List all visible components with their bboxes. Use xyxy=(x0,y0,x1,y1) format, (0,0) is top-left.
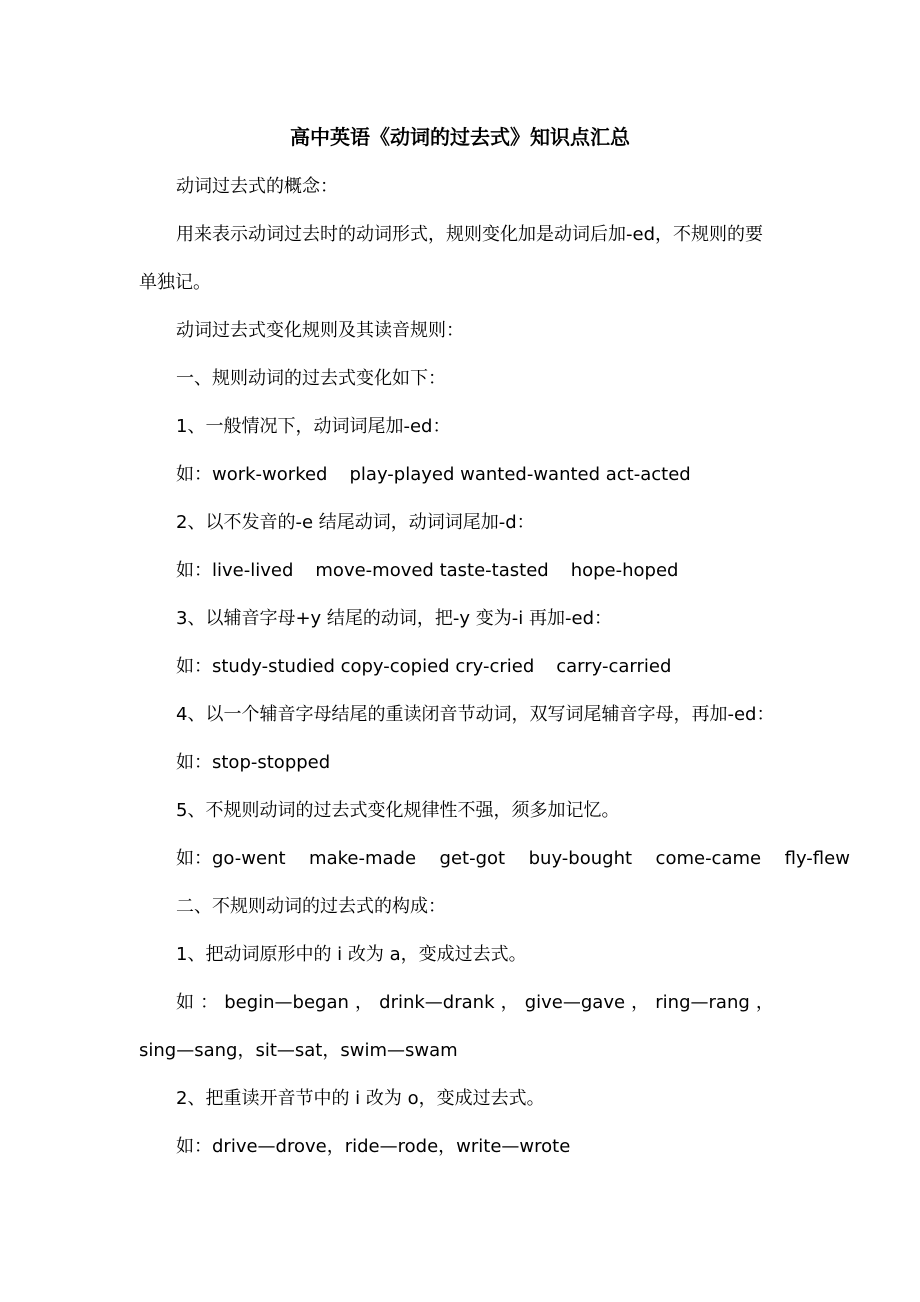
example-text: hope-hoped xyxy=(570,560,679,581)
example-text: 如：stop-stopped xyxy=(176,752,331,773)
irregular-1: 1、把动词原形中的 i 改为 a，变成过去式。 xyxy=(176,944,527,965)
rules-heading: 动词过去式变化规则及其读音规则： xyxy=(176,320,464,341)
example-text: ring—rang xyxy=(655,992,750,1013)
irregular-2: 2、把重读开音节中的 i 改为 o，变成过去式。 xyxy=(176,1088,545,1109)
example-text: ， xyxy=(355,992,374,1013)
example-text: ， xyxy=(755,992,774,1013)
example-text: begin—began xyxy=(224,992,349,1013)
rule-4: 4、以一个辅音字母结尾的重读闭音节动词，双写词尾辅音字母，再加-ed： xyxy=(176,704,775,725)
example-text: 如：work-worked xyxy=(176,464,328,485)
rule-5-examples xyxy=(176,844,850,874)
rule-2: 2、以不发音的-e 结尾动词，动词词尾加-d： xyxy=(176,512,535,533)
example-text: get-got xyxy=(439,848,506,869)
example-text: 如：go-went xyxy=(176,848,286,869)
irregular-2-examples: 如：drive—drove，ride—rode，write—wrote xyxy=(176,1136,571,1157)
example-text: ： xyxy=(200,992,219,1013)
concept-line-2: 单独记。 xyxy=(139,272,211,293)
rule-5: 5、不规则动词的过去式变化规律性不强，须多加记忆。 xyxy=(176,800,620,821)
example-text: 如 xyxy=(176,992,194,1013)
irregular-1-examples-line-2: sing—sang，sit—sat，swim—swam xyxy=(139,1040,458,1061)
example-text: ， xyxy=(500,992,519,1013)
section-2-heading: 二、不规则动词的过去式的构成： xyxy=(176,896,446,917)
example-text: make-made xyxy=(309,848,417,869)
document-title: 高中英语《动词的过去式》知识点汇总 xyxy=(290,125,630,149)
example-text: 如：study-studied copy-copied cry-cried xyxy=(176,656,535,677)
example-text: fly-flew xyxy=(784,848,850,869)
example-text: ， xyxy=(631,992,650,1013)
rule-2-examples xyxy=(176,556,678,586)
concept-line-1: 用来表示动词过去时的动词形式，规则变化加是动词后加-ed，不规则的要 xyxy=(176,224,763,245)
rule-3-examples xyxy=(176,652,671,682)
rule-4-examples xyxy=(176,748,330,778)
rule-1-examples xyxy=(176,460,691,490)
example-text: buy-bought xyxy=(528,848,633,869)
example-text: play-played wanted-wanted act-acted xyxy=(349,464,691,485)
section-1-heading: 一、规则动词的过去式变化如下： xyxy=(176,368,446,389)
example-text: 如：live-lived xyxy=(176,560,294,581)
rule-1: 1、一般情况下，动词词尾加-ed： xyxy=(176,416,451,437)
example-text: carry-carried xyxy=(556,656,672,677)
example-text: drink—drank xyxy=(379,992,495,1013)
example-text: move-moved taste-tasted xyxy=(315,560,549,581)
concept-heading: 动词过去式的概念： xyxy=(176,176,338,197)
rule-3: 3、以辅音字母+y 结尾的动词，把-y 变为-i 再加-ed： xyxy=(176,608,612,629)
example-text: come-came xyxy=(655,848,762,869)
example-text: give—gave xyxy=(524,992,626,1013)
irregular-1-examples-line-1 xyxy=(176,988,774,1018)
